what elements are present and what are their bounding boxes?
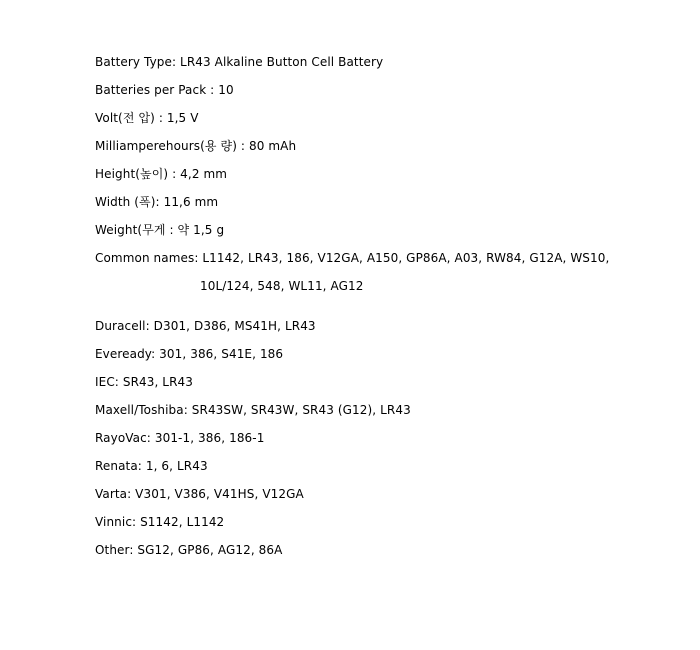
- brand-line-duracell: Duracell: D301, D386, MS41H, LR43: [95, 319, 316, 333]
- spec-line-batteries-per-pack: Batteries per Pack : 10: [95, 83, 234, 97]
- spec-line-battery-type: Battery Type: LR43 Alkaline Button Cell Battery: [95, 55, 384, 69]
- brand-line-eveready: Eveready: 301, 386, S41E, 186: [95, 347, 284, 361]
- brand-line-renata: Renata: 1, 6, LR43: [95, 459, 208, 473]
- brand-line-maxell-toshiba: Maxell/Toshiba: SR43SW, SR43W, SR43 (G12), LR43: [95, 403, 411, 417]
- brand-line-rayovac: RayoVac: 301-1, 386, 186-1: [95, 431, 265, 445]
- cross-reference-section: [95, 312, 655, 564]
- spec-line-common-names-continued: 10L/124, 548, WL11, AG12: [200, 279, 364, 293]
- spec-section: [95, 48, 655, 300]
- spec-line-volt: Volt(전 압) : 1,5 V: [95, 111, 199, 125]
- spec-line-common-names: Common names: L1142, LR43, 186, V12GA, A150, GP86A, A03, RW84, G12A, WS10,: [95, 251, 610, 265]
- brand-line-iec: IEC: SR43, LR43: [95, 375, 194, 389]
- brand-line-varta: Varta: V301, V386, V41HS, V12GA: [95, 487, 304, 501]
- battery-spec-document: [95, 48, 655, 564]
- spec-line-height: Height(높이) : 4,2 mm: [95, 167, 228, 181]
- spec-line-width: Width (폭): 11,6 mm: [95, 195, 219, 209]
- brand-line-vinnic: Vinnic: S1142, L1142: [95, 515, 225, 529]
- spec-line-weight: Weight(무게 : 약 1,5 g: [95, 223, 225, 237]
- spec-line-milliamperehours: Milliamperehours(용 량) : 80 mAh: [95, 139, 297, 153]
- brand-line-other: Other: SG12, GP86, AG12, 86A: [95, 543, 283, 557]
